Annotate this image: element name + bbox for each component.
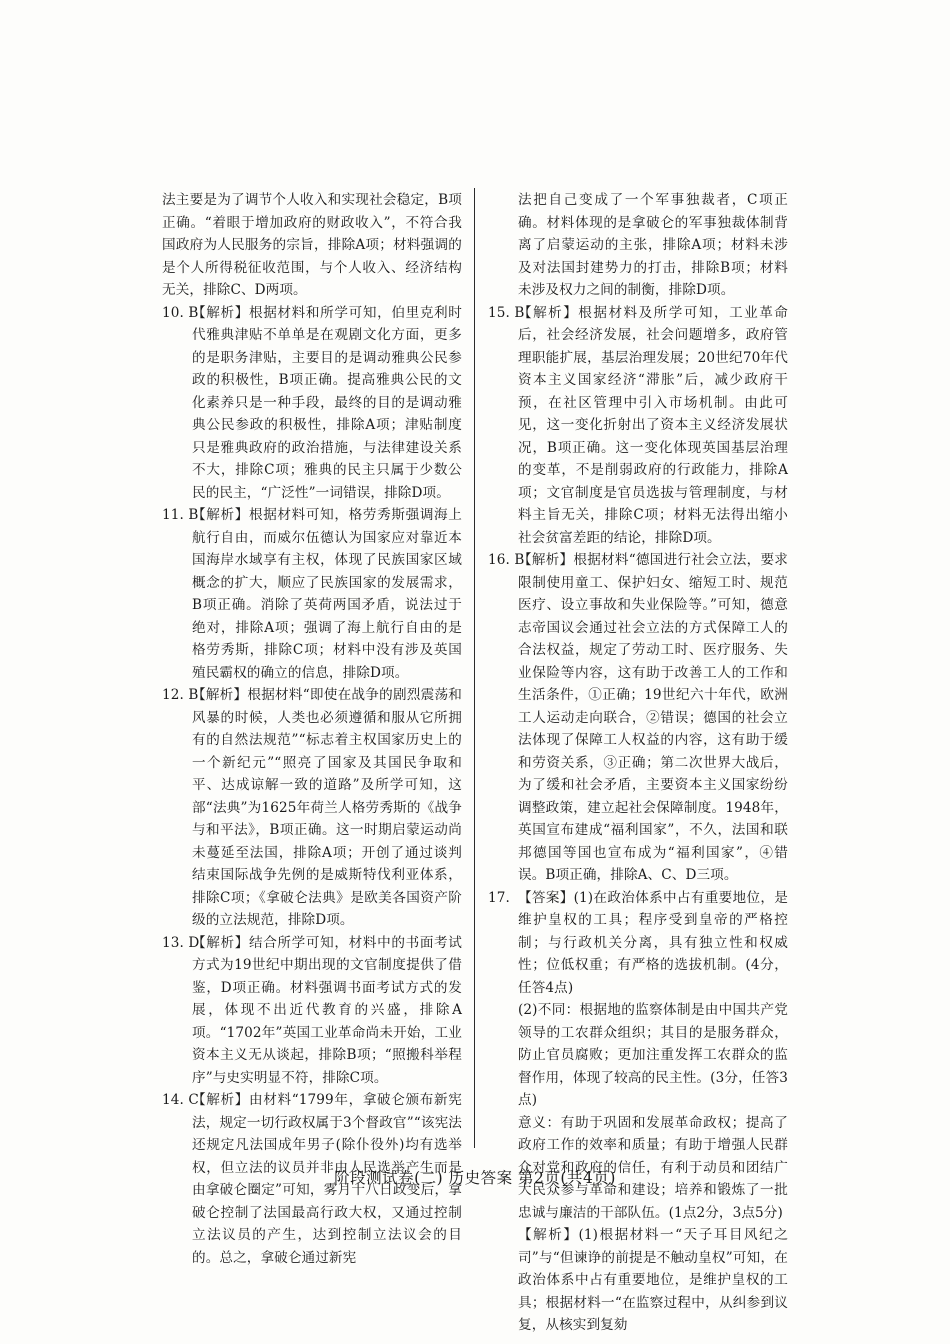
left-intro-paragraph: 法主要是为了调节个人收入和实现社会稳定，B项正确。“着眼于增加政府的财政收入”，不符合我国政府为人民服务的宗旨，排除A项；材料强调的是个人所得税征收范围，与个人收入、经济结构无关，排除C、D两项。 <box>162 192 462 298</box>
item-number: 16. B <box>488 552 525 568</box>
item-explanation: 【解析】根据材料“即使在战争的剧烈震荡和风暴的时候，人类也必须遵循和服从它所拥有的自然法规范”“标志着主权国家历史上的一个新纪元”“照亮了国家及其国民争取和平、达成谅解一致的道路”及所学可知，这部“法典”为1625年荷兰人格劳秀斯的《战争与和平法》，B项正确。这一时期启蒙运动尚未蔓延至法国，排除A项；开创了通过谈判结束国际战争先例的是威斯特伐利亚体系，排除C项；《拿破仑法典》是欧美各国资产阶级的立法规范，排除D项。 <box>192 687 462 928</box>
item-answer-part-1: 【答案】(1)在政治体系中占有重要地位，是维护皇权的工具；程序受到皇帝的严格控制；与行政机关分离，具有独立性和权威性；位低权重；有严格的选拔机制。(4分，任答4点) <box>518 889 788 996</box>
answer-item-16 <box>488 549 788 887</box>
item-number: 15. B <box>488 304 525 321</box>
item-number: 10. B <box>162 304 199 321</box>
item-analysis: 【解析】(1)根据材料一“天子耳目风纪之司”与“但谏诤的前提是不触动皇权”可知，在政治体系中占有重要地位，是维护皇权的工具；根据材料一“在监察过程中，从纠参到议复，从核实到复劾 <box>518 1227 788 1333</box>
item-explanation: 【解析】根据材料和所学可知，伯里克利时代雅典津贴不单单是在观剧文化方面，更多的是职务津贴，主要目的是调动雅典公民参政的积极性，B项正确。提高雅典公民的文化素养只是一种手段，最终的目的是调动雅典公民参政的积极性，排除A项；津贴制度只是雅典政府的政治措施，与法律建设关系不大，排除C项；雅典的民主只属于少数公民的民主，“广泛性”一词错误，排除D项。 <box>192 304 462 501</box>
item-answer-significance: 意义：有助于巩固和发展革命政权；提高了政府工作的效率和质量；有助于增强人民群众对党和政府的信任，有利于动员和团结广大民众参与革命和建设；培养和锻炼了一批忠诚与廉洁的干部队伍。(1点2分，3点5分) <box>518 1114 788 1221</box>
answer-item-13 <box>162 932 462 1090</box>
answer-item-10 <box>162 302 462 505</box>
right-column <box>488 189 788 1337</box>
item-number: 14. C <box>162 1092 199 1108</box>
left-column <box>162 189 462 1269</box>
item-explanation: 【解析】结合所学可知，材料中的书面考试方式为19世纪中期出现的文官制度提供了借鉴，D项正确。材料强调书面考试方式的发展，体现不出近代教育的兴盛，排除A项。“1702年”英国工业革命尚未开始，工业资本主义无从谈起，排除B项；“照搬科举程序”与史实明显不符，排除C项。 <box>192 934 462 1086</box>
page-footer: 阶段测试卷(二) 历史答案 第2页(共4页) <box>334 1169 616 1187</box>
item-answer-part-2: (2)不同：根据地的监察体制是由中国共产党领导的工农群众组织；其目的是服务群众，防止官员腐败；更加注重发挥工农群众的监督作用，体现了较高的民主性。(3分，任答3点) <box>518 1002 788 1108</box>
item-explanation: 【解析】根据材料及所学可知，工业革命后，社会经济发展，社会问题增多，政府管理职能扩展，基层治理发展；20世纪70年代资本主义国家经济“滞胀”后，减少政府干预，在社区管理中引入市场机制。由此可见，这一变化折射出了资本主义经济发展状况，B项正确。这一变化体现英国基层治理的变革，不是削弱政府的行政能力，排除A项；文官制度是官员选拔与管理制度，与材料主旨无关，排除C项；材料无法得出缩小社会贫富差距的结论，排除D项。 <box>518 304 788 546</box>
item-explanation: 【解析】由材料“1799年，拿破仑颁布新宪法，规定一切行政权属于3个督政官”“该宪法还规定凡法国成年男子(除仆役外)均有选举权，但立法的议员并非由人民选举产生而是由拿破仑圈定”可知，雾月十八日政变后，拿破仑控制了法国最高行政大权，又通过控制立法议员的产生，达到控制立法议会的目的。总之，拿破仑通过新宪 <box>192 1092 462 1266</box>
answer-item-15 <box>488 302 788 550</box>
answer-item-11 <box>162 504 462 684</box>
answer-item-12 <box>162 684 462 932</box>
item-explanation: 【解析】根据材料“德国进行社会立法，要求限制使用童工、保护妇女、缩短工时、规范医疗、设立事故和失业保险等。”可知，德意志帝国议会通过社会立法的方式保障工人的合法权益，规定了劳动工时、医疗服务、失业保险等内容，这有助于改善工人的工作和生活条件，①正确；19世纪六十年代，欧洲工人运动走向联合，②错误；德国的社会立法体现了保障工人权益的内容，这有助于缓和劳资关系，③正确；第二次世界大战后，为了缓和社会矛盾，主要资本主义国家纷纷调整政策，建立起社会保障制度。1948年，英国宣布建成“福利国家”，不久，法国和联邦德国等国也宣布成为“福利国家”，④错误。B项正确，排除A、C、D三项。 <box>518 552 788 883</box>
answer-item-17 <box>488 887 788 1000</box>
item-explanation: 【解析】根据材料可知，格劳秀斯强调海上航行自由，而威尔伍德认为国家应对靠近本国海岸水域享有主权，体现了民族国家区域概念的扩大，顺应了民族国家的发展需求，B项正确。消除了英荷两国矛盾，说法过于绝对，排除A项；强调了海上航行自由的是格劳秀斯，排除C项；材料中没有涉及英国殖民霸权的确立的信息，排除D项。 <box>192 507 462 681</box>
right-intro-paragraph: 法把自己变成了一个军事独裁者，C项正确。材料体现的是拿破仑的军事独裁体制背离了启蒙运动的主张，排除A项；材料未涉及对法国封建势力的打击，排除B项；材料未涉及权力之间的制衡，排除D项。 <box>518 192 788 298</box>
column-divider <box>474 188 475 1148</box>
item-number: 12. B <box>162 687 199 703</box>
item-number: 17. <box>488 889 510 906</box>
item-number: 11. B <box>162 507 199 523</box>
item-number: 13. D <box>162 934 200 951</box>
